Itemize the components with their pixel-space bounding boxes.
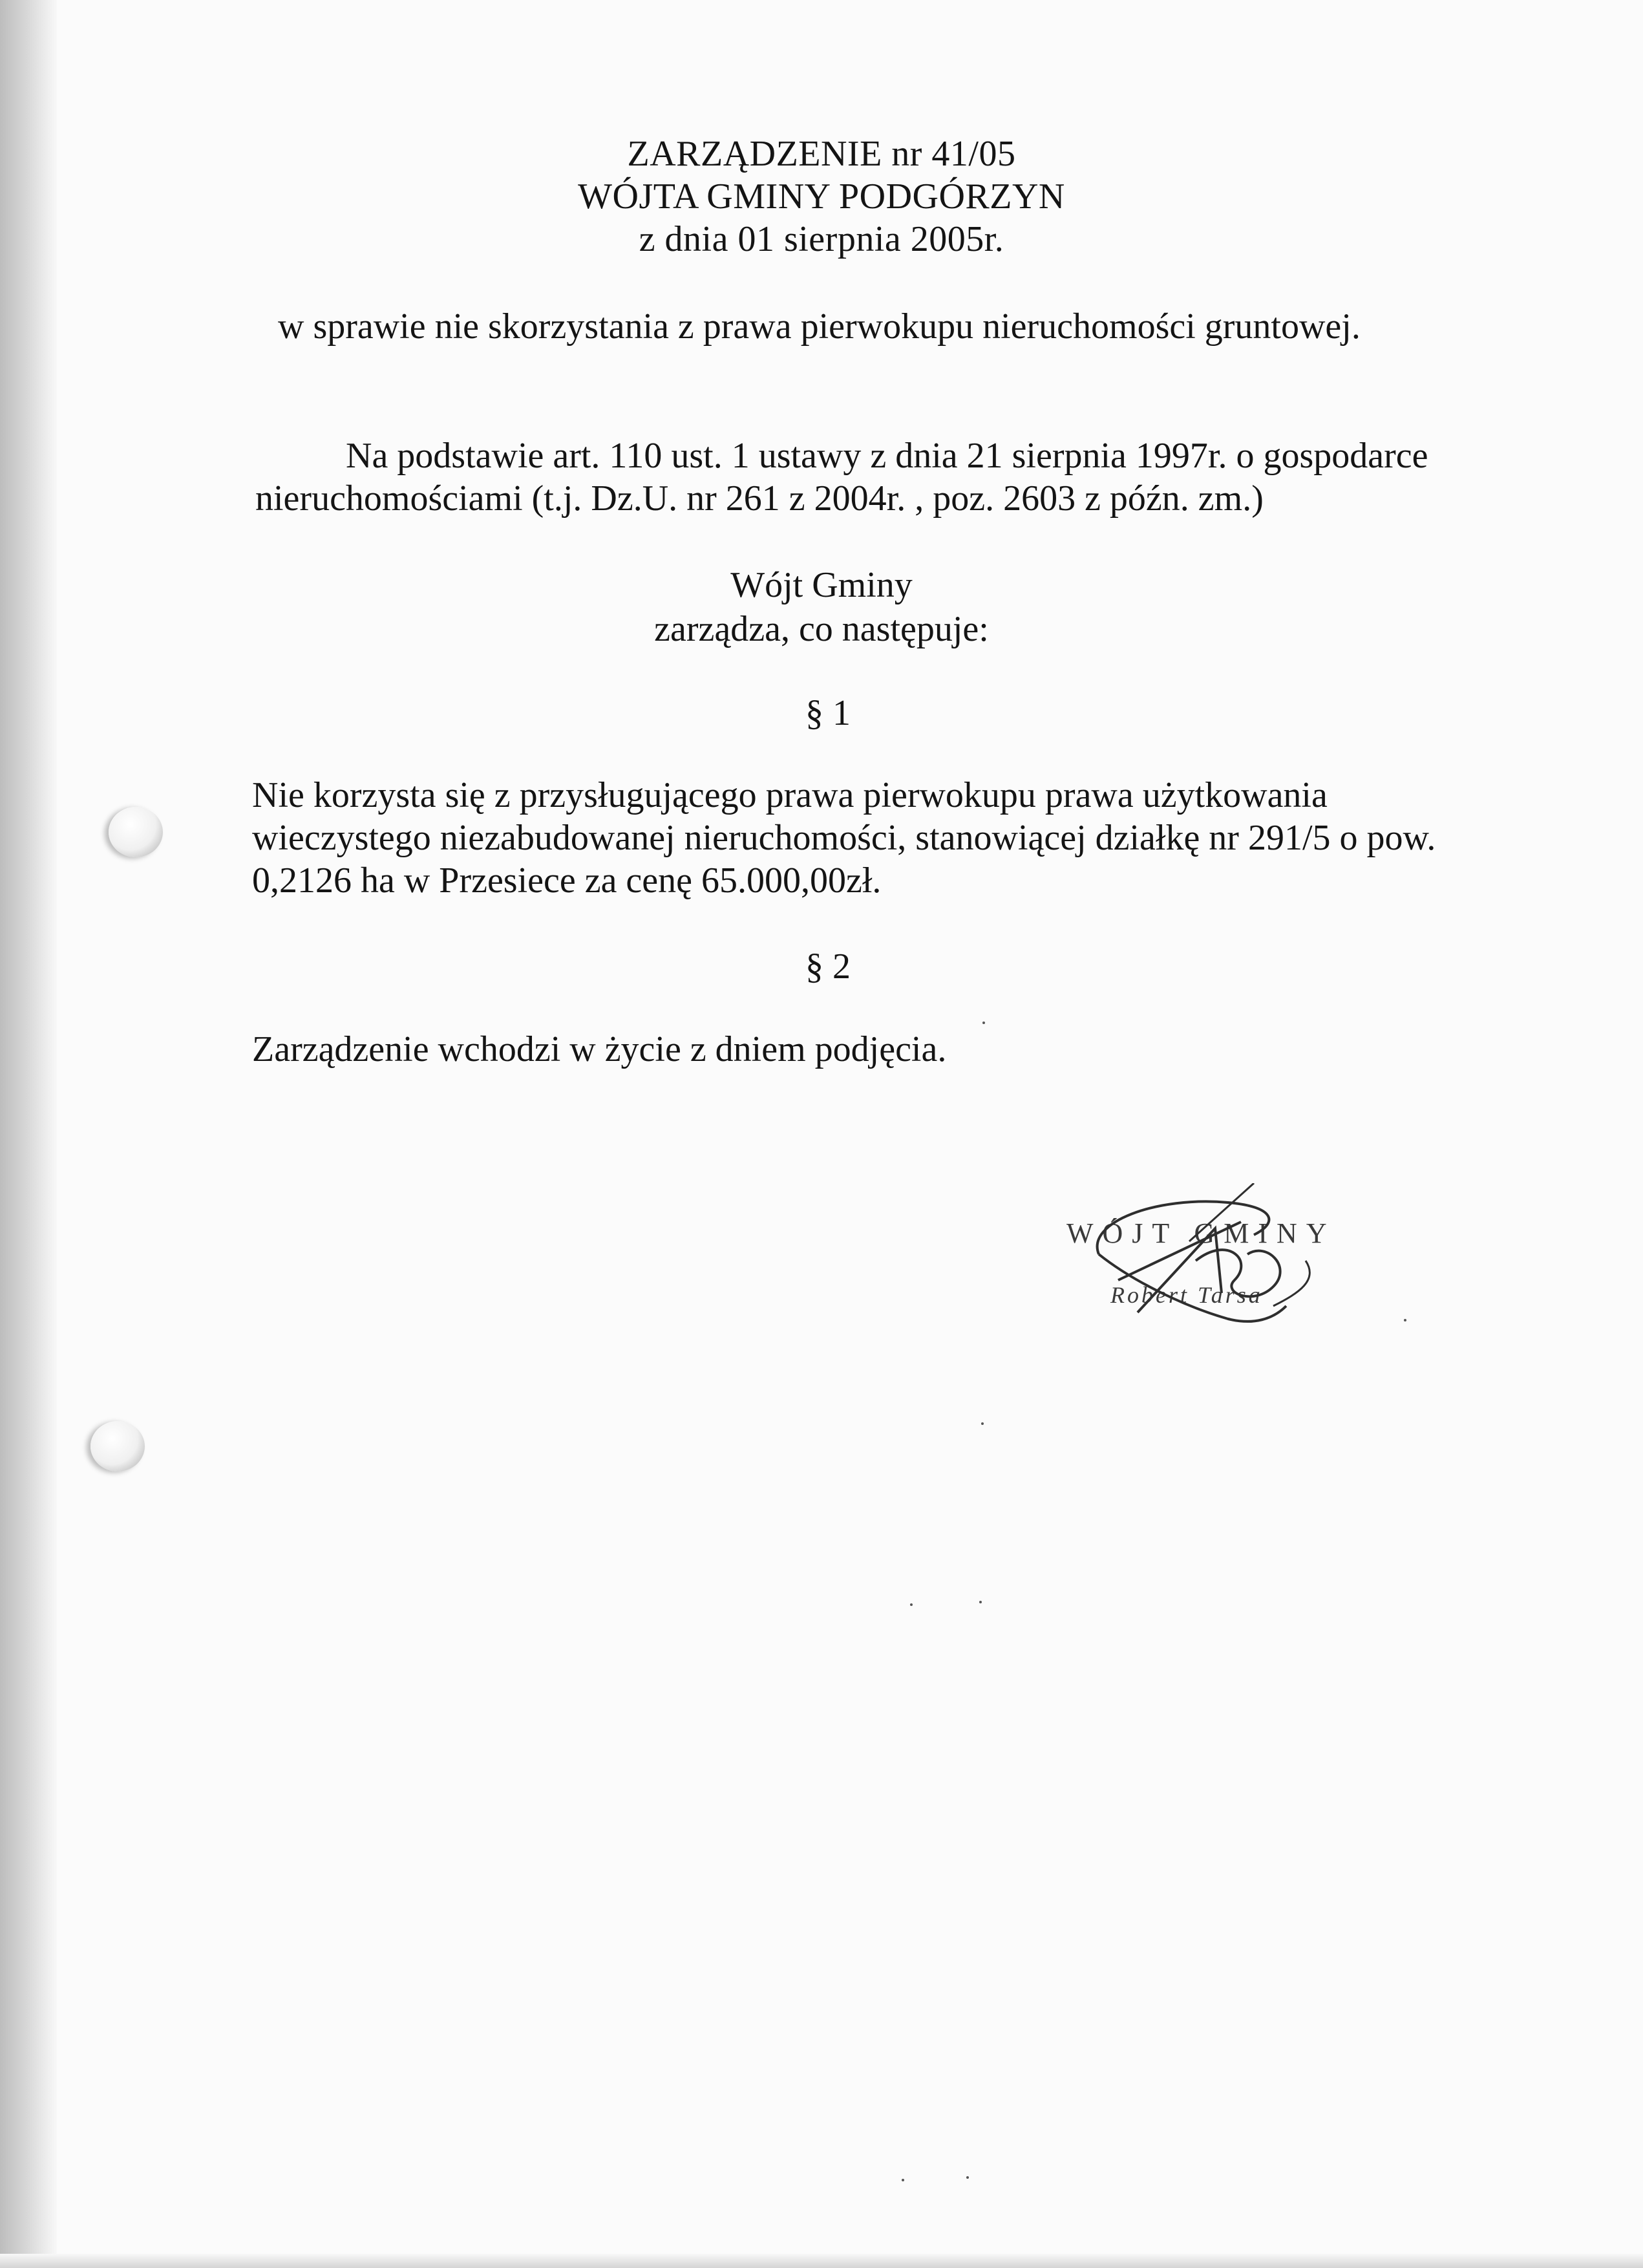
official-stamp <box>1060 1183 1422 1332</box>
legal-basis <box>255 434 1516 520</box>
stamp-title: WÓJT GMINY <box>1066 1217 1336 1249</box>
scan-bottom-edge <box>0 2254 1643 2268</box>
stamp-name: Robert Tarsa <box>1110 1282 1263 1308</box>
scan-speck <box>966 2176 969 2179</box>
scan-speck <box>981 1422 984 1425</box>
legal-basis-line-2: nieruchomościami (t.j. Dz.U. nr 261 z 2004r. , poz. 2603 z późn. zm.) <box>255 478 1264 519</box>
legal-basis-line-1: Na podstawie art. 110 ust. 1 ustawy z dnia 21 sierpnia 1997r. o gospodarce <box>346 436 1428 476</box>
scan-speck <box>982 1022 985 1024</box>
section-1-body <box>252 774 1436 902</box>
scan-speck <box>1404 1319 1406 1321</box>
scan-speck <box>979 1601 982 1603</box>
ordinance-date: z dnia 01 sierpnia 2005r. <box>639 219 1004 259</box>
issuing-authority: WÓJTA GMINY PODGÓRZYN <box>578 177 1065 217</box>
section-1-line-2: wieczystego niezabudowanej nieruchomości, stanowiącej działkę nr 291/5 o pow. <box>252 818 1436 858</box>
authority-name: Wójt Gminy <box>730 565 913 605</box>
scan-speck <box>910 1603 913 1606</box>
punch-hole-top <box>109 807 163 857</box>
ordinance-subject: w sprawie nie skorzystania z prawa pierwokupu nieruchomości gruntowej. <box>278 306 1361 347</box>
section-2-mark: § 2 <box>805 947 851 987</box>
signature-scribble <box>1060 1183 1422 1332</box>
ordinance-number: ZARZĄDZENIE nr 41/05 <box>627 134 1016 174</box>
punch-hole-bottom <box>90 1421 145 1471</box>
section-2-line-1: Zarządzenie wchodzi w życie z dniem podjęcia. <box>252 1029 947 1069</box>
authority-decision: zarządza, co następuje: <box>654 609 989 649</box>
scan-shadow-edge <box>0 0 57 2268</box>
section-1-line-1: Nie korzysta się z przysługującego prawa pierwokupu prawa użytkowania <box>252 775 1328 815</box>
scan-speck <box>902 2179 904 2181</box>
section-2-body <box>252 1028 946 1071</box>
section-1-mark: § 1 <box>805 693 851 733</box>
section-1-line-3: 0,2126 ha w Przesiece za cenę 65.000,00zł. <box>252 861 882 901</box>
document-header <box>0 133 1643 261</box>
